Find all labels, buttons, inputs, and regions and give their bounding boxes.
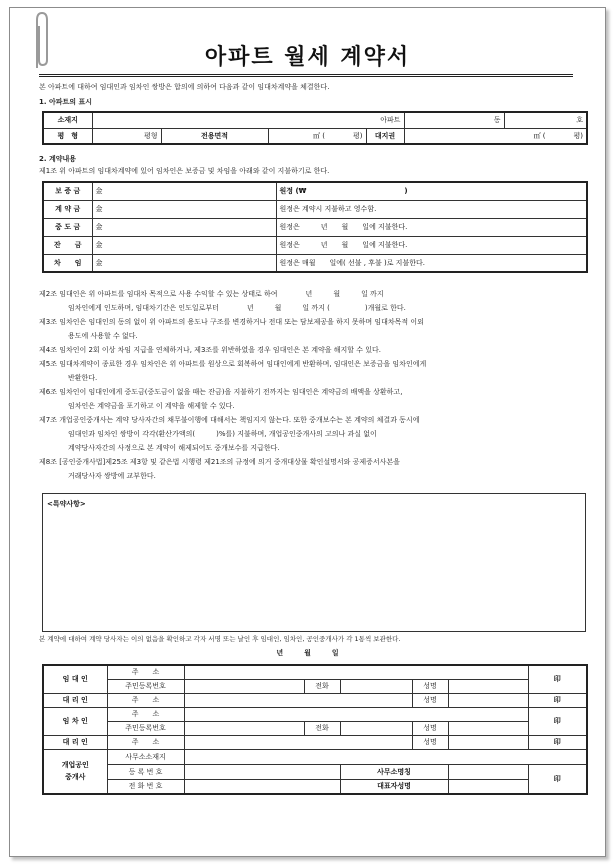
- title-underline: [39, 74, 573, 77]
- id-label: 주민등록번호: [107, 721, 184, 735]
- contract-date: 년 월 일: [276, 649, 339, 657]
- article-line: 제2조 임대인은 위 아파트를 임대차 목적으로 사용 수익할 수 있는 상태로 하여 년 월 일 까지: [39, 290, 384, 298]
- office-address-label: 사무소소재지: [107, 749, 184, 764]
- article-line: 제4조 임차인이 2회 이상 차임 지급을 연체하거나, 제3조를 위반하였을 경우 임대인은 본 계약을 해지할 수 있다.: [39, 346, 381, 354]
- article-line: 계약당사자간의 사정으로 본 계약이 해제되어도 중개보수를 지급한다.: [68, 444, 280, 452]
- area-label: 평 형: [43, 128, 92, 144]
- payment-row-text: 원정은 년 월 일에 지불한다.: [276, 236, 587, 254]
- land-area-value: ㎡ ( 평): [404, 128, 587, 144]
- lessor-id-field[interactable]: [184, 679, 304, 693]
- broker-label: 개업공인 중개사: [43, 749, 107, 794]
- office-name-field[interactable]: [448, 764, 528, 779]
- name-label: 성명: [412, 679, 448, 693]
- land-label: 대지권: [366, 128, 404, 144]
- article-line: 제6조 임차인이 임대인에게 중도금(중도금이 없을 때는 잔금)을 지불하기 전까지는 임대인은 계약금의 배액을 상환하고,: [39, 388, 403, 396]
- name-label: 성명: [412, 721, 448, 735]
- exclusive-area-value: ㎡ ( 평): [268, 128, 366, 144]
- lessor-agent-address-field[interactable]: [184, 693, 412, 707]
- rep-name-field[interactable]: [448, 779, 528, 794]
- payment-row-label: 중 도 금: [43, 218, 92, 236]
- article-line: 반환한다.: [68, 374, 98, 382]
- payment-table: [42, 181, 588, 273]
- article-line: 임대인과 임차인 쌍방이 각각(환산가액의( )%를) 지불하며, 개업공인중개사의 고의나 과실 없이: [68, 430, 377, 438]
- payment-row-label: 계 약 금: [43, 200, 92, 218]
- agent-label: 대 리 인: [43, 735, 107, 749]
- address-label: 주 소: [107, 735, 184, 749]
- rep-name-label: 대표자성명: [340, 779, 448, 794]
- payment-row-prefix: 金: [92, 200, 276, 218]
- ho-label: 호: [504, 112, 587, 128]
- lessee-name-field[interactable]: [448, 721, 528, 735]
- special-terms-label: <특약사항>: [47, 500, 86, 508]
- id-label: 주민등록번호: [107, 679, 184, 693]
- page-title: 아파트 월세 계약서: [204, 45, 411, 70]
- address-label: 주 소: [107, 693, 184, 707]
- article-1: 제1조 위 아파트의 임대차계약에 있어 임차인은 보증금 및 차임을 아래와 같이 지불하기로 한다.: [39, 167, 330, 175]
- article-line: 제5조 임대차계약이 종료한 경우 임차인은 위 아파트를 원상으로 회복하여 임대인에게 반환하며, 임대인은 보증금을 임차인에게: [39, 360, 427, 368]
- payment-row-text: 원정은 매월 일에( 선불 , 후불 )로 지불한다.: [276, 254, 587, 272]
- phone-label: 전화: [304, 721, 340, 735]
- closing-text: 본 계약에 대하여 계약 당사자는 이의 없음을 확인하고 각자 서명 또는 날인 후 임대인, 임차인, 공인중개사가 각 1통씩 보관한다.: [39, 635, 401, 643]
- seal-mark: 印: [528, 707, 587, 735]
- name-label: 성명: [412, 693, 448, 707]
- lessor-label: 임 대 인: [43, 665, 107, 693]
- lessee-agent-name-field[interactable]: [448, 735, 528, 749]
- seal-mark: 印: [528, 735, 587, 749]
- address-label: 주 소: [107, 665, 184, 679]
- parties-table: [42, 664, 588, 795]
- agent-label: 대 리 인: [43, 693, 107, 707]
- lessee-label: 임 차 인: [43, 707, 107, 735]
- article-line: 임차인은 계약금을 포기하고 이 계약을 해제할 수 있다.: [68, 402, 235, 410]
- article-line: 제3조 임차인은 임대인의 동의 없이 위 아파트의 용도나 구조를 변경하거나 전대 또는 담보제공을 하지 못하며 임대차목적 이외: [39, 318, 424, 326]
- article-line: 용도에 사용할 수 없다.: [68, 332, 138, 340]
- lessee-phone-field[interactable]: [340, 721, 412, 735]
- article-line: 제8조 [공인중개사법]제25조 제3항 및 같은법 시행령 제21조의 규정에 의거 중개대상물 확인설명서와 공제증서사본을: [39, 458, 400, 466]
- payment-row-prefix: 金: [92, 236, 276, 254]
- payment-row-text: 원정은 년 월 일에 지불한다.: [276, 218, 587, 236]
- payment-row-prefix: 金: [92, 218, 276, 236]
- address-label: 주 소: [107, 707, 184, 721]
- seal-mark: 印: [528, 693, 587, 707]
- payment-row-text: 원정은 계약시 지불하고 영수함.: [276, 200, 587, 218]
- lessee-agent-address-field[interactable]: [184, 735, 412, 749]
- pyeong-label: 평형: [92, 128, 161, 144]
- special-terms-box[interactable]: [42, 493, 586, 632]
- exclusive-area-label: 전용면적: [161, 128, 268, 144]
- contract-sheet: [9, 7, 606, 857]
- lessor-address-field[interactable]: [184, 665, 528, 679]
- article-line: 거래당사자 쌍방에 교부한다.: [68, 472, 156, 480]
- dong-label: 동: [404, 112, 504, 128]
- reg-no-label: 등 록 번 호: [107, 764, 184, 779]
- location-label: 소재지: [43, 112, 92, 128]
- office-name-label: 사무소명칭: [340, 764, 448, 779]
- name-label: 성명: [412, 735, 448, 749]
- lessor-agent-name-field[interactable]: [448, 693, 528, 707]
- reg-no-field[interactable]: [184, 764, 340, 779]
- paperclip-icon: [30, 10, 52, 72]
- lessee-address-field[interactable]: [184, 707, 528, 721]
- property-table: [42, 111, 588, 145]
- payment-row-label: 잔 금: [43, 236, 92, 254]
- section1-heading: 1. 아파트의 표시: [39, 98, 92, 106]
- article-line: 임차인에게 인도하며, 임대차기간은 인도일로부터 년 월 일 까지 ( )개월로 한다.: [68, 304, 406, 312]
- payment-row-prefix: 金: [92, 182, 276, 200]
- payment-row-label: 보 증 금: [43, 182, 92, 200]
- seal-mark: 印: [528, 665, 587, 693]
- apt-label: 아파트: [92, 112, 404, 128]
- lessor-name-field[interactable]: [448, 679, 528, 693]
- payment-row-label: 차 임: [43, 254, 92, 272]
- lessee-id-field[interactable]: [184, 721, 304, 735]
- office-phone-field[interactable]: [184, 779, 340, 794]
- phone-label: 전화: [304, 679, 340, 693]
- intro-text: 본 아파트에 대하여 임대인과 임차인 쌍방은 합의에 의하여 다음과 같이 임대차계약을 체결한다.: [39, 83, 330, 91]
- office-address-field[interactable]: [184, 749, 587, 764]
- payment-row-text: 원정 (₩ ): [276, 182, 587, 200]
- section2-heading: 2. 계약내용: [39, 155, 77, 163]
- seal-mark: 印: [528, 764, 587, 794]
- article-line: 제7조 개업공인중개사는 계약 당사자간의 채무불이행에 대해서는 책임지지 않는다. 또한 중개보수는 본 계약의 체결과 동시에: [39, 416, 420, 424]
- office-phone-label: 전 화 번 호: [107, 779, 184, 794]
- lessor-phone-field[interactable]: [340, 679, 412, 693]
- payment-row-prefix: 金: [92, 254, 276, 272]
